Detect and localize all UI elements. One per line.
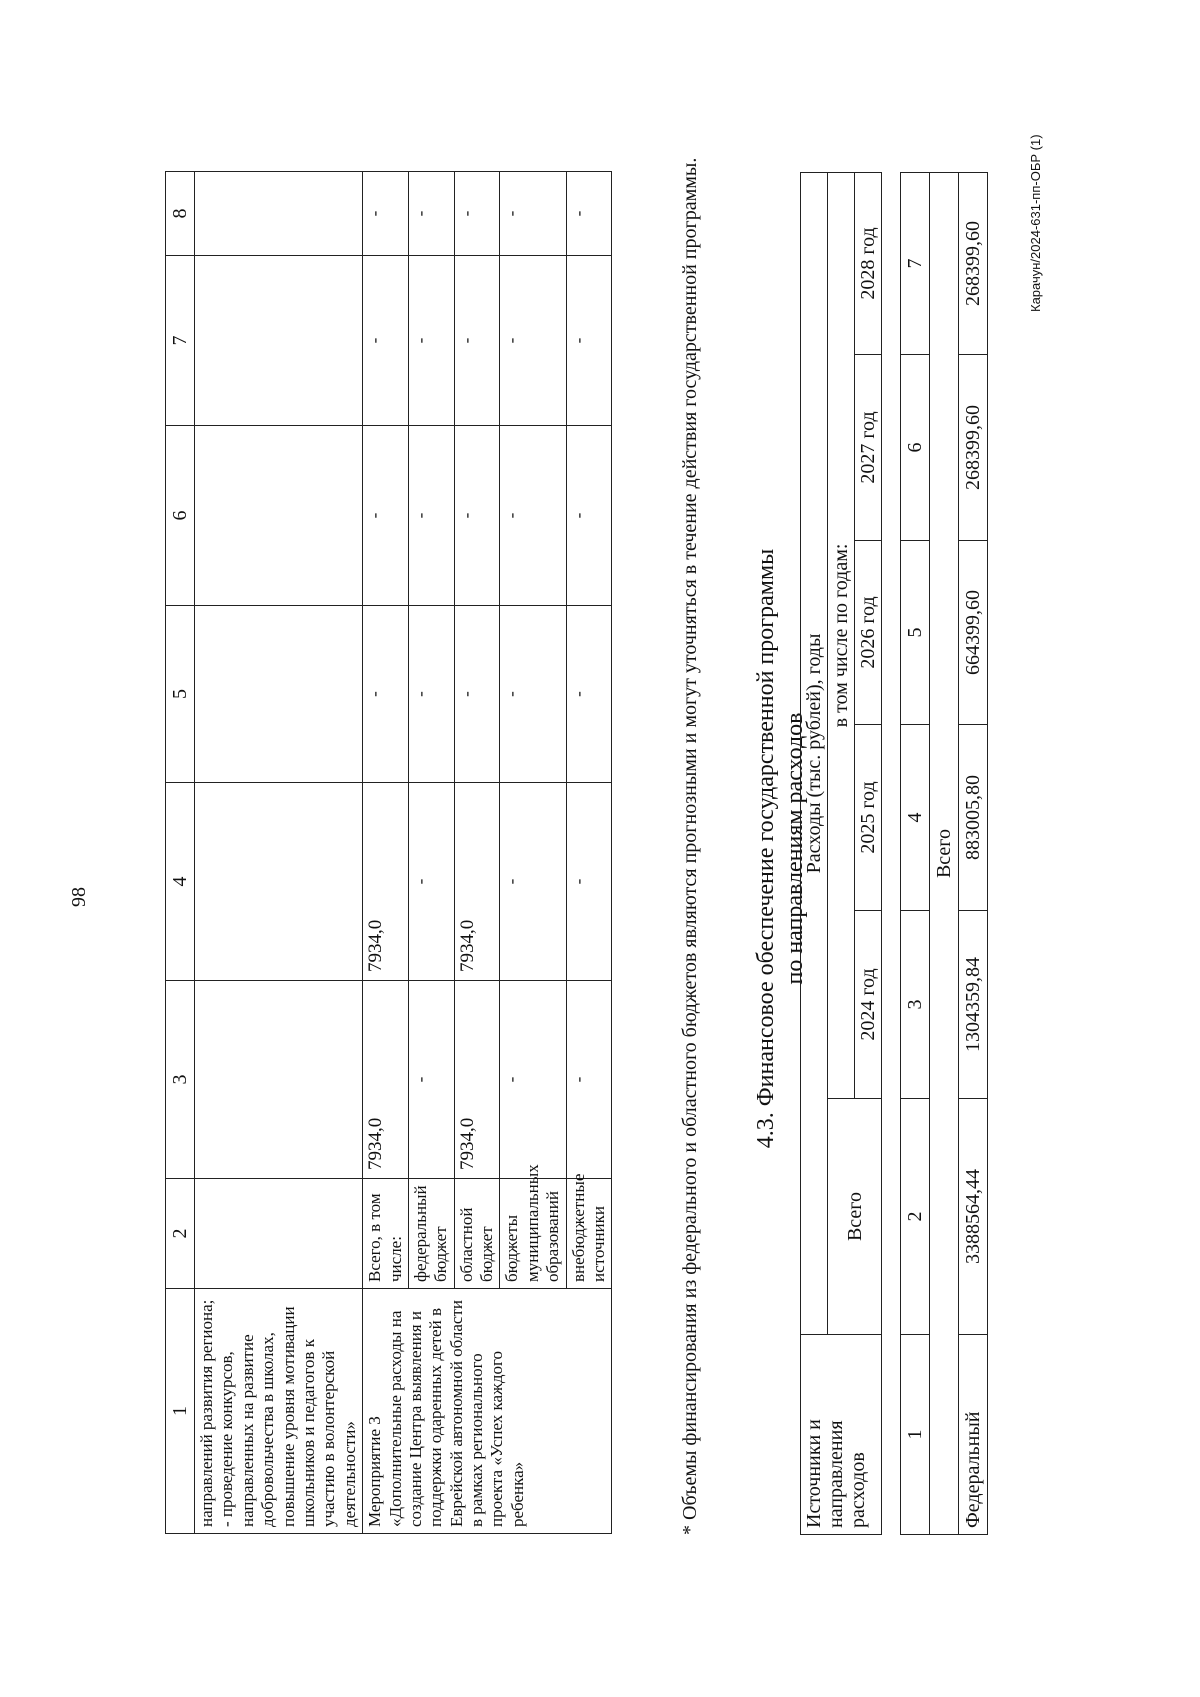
value-cell: - xyxy=(566,981,612,1179)
value-cell: - xyxy=(500,172,566,256)
value-cell: - xyxy=(566,606,612,783)
col-num: 2 xyxy=(901,1099,930,1335)
section-title-line: 4.3. Финансовое обеспечение государственной программы xyxy=(753,548,779,1149)
value-cell: - xyxy=(408,981,454,1179)
header-row xyxy=(828,172,855,1534)
section-title-line: по направлениям расходов xyxy=(782,712,809,985)
year-header: 2027 год xyxy=(855,355,882,541)
value-cell: - xyxy=(454,606,500,783)
document-id: Карачун/2024-631-пп-ОБР (1) xyxy=(1028,134,1043,312)
expenses-header: Расходы (тыс. рублей), годы xyxy=(801,172,828,1334)
value-cell: - xyxy=(363,172,409,256)
year-header: 2028 год xyxy=(855,172,882,354)
value-cell: - xyxy=(454,256,500,426)
event-name: Мероприятие 3 «Дополнительные расходы на создание Центра выявления и поддержки одаренных детей в Еврейской автономной области в рамках регионального проекта «Успех каждого ребенка» xyxy=(363,1289,612,1534)
group-row xyxy=(930,173,959,1535)
continuation-text: направлений развития региона; - проведение конкурсов, направленных на развитие добровольчества в школах, повышение уровня мотивации школьников и педагогов к участию в волонтерской деятельности» xyxy=(195,1289,363,1534)
sources-header: Источники и направления расходов xyxy=(801,1335,882,1535)
value-cell: - xyxy=(408,172,454,256)
col-num: 5 xyxy=(901,541,930,725)
value-cell: - xyxy=(500,981,566,1179)
col-num: 6 xyxy=(901,355,930,541)
col-num: 5 xyxy=(166,606,195,783)
value-cell: - xyxy=(363,426,409,606)
footnote: * Объемы финансирования из федерального и областного бюджетов являются прогнозными и могут уточняться в течение действия государственной программы. xyxy=(679,157,701,1535)
source-cell: внебюджетные источники xyxy=(566,1179,612,1289)
value-cell: 1304359,84 xyxy=(959,911,988,1099)
column-numbers-row xyxy=(901,173,930,1535)
col-num: 7 xyxy=(166,256,195,426)
source-cell: бюджеты муниципальных образований xyxy=(500,1179,566,1289)
event-financing-table xyxy=(165,171,612,1534)
value-cell: 268399,60 xyxy=(959,173,988,355)
value-cell: - xyxy=(566,426,612,606)
col-num: 1 xyxy=(166,1289,195,1534)
value-cell: - xyxy=(408,606,454,783)
expenses-data-table xyxy=(900,172,988,1535)
value-cell: 7934,0 xyxy=(363,783,409,981)
value-cell: - xyxy=(408,783,454,981)
year-header: 2024 год xyxy=(855,911,882,1099)
col-num: 4 xyxy=(166,783,195,981)
col-num: 3 xyxy=(901,911,930,1099)
value-cell: 7934,0 xyxy=(454,981,500,1179)
group-label: Всего xyxy=(930,173,959,1535)
value-cell: 883005,80 xyxy=(959,725,988,911)
col-num: 7 xyxy=(901,173,930,355)
column-numbers-row xyxy=(166,172,195,1534)
value-cell: - xyxy=(408,426,454,606)
expenses-header-table xyxy=(800,172,882,1535)
value-cell: - xyxy=(500,426,566,606)
value-cell: - xyxy=(454,172,500,256)
by-years-header: в том числе по годам: xyxy=(828,172,855,1098)
value-cell: 664399,60 xyxy=(959,541,988,725)
source-cell: федеральный бюджет xyxy=(408,1179,454,1289)
page-number: 98 xyxy=(68,887,90,907)
total-header: Всего xyxy=(828,1099,882,1335)
col-num: 2 xyxy=(166,1179,195,1289)
year-header: 2025 год xyxy=(855,725,882,911)
source-cell: областной бюджет xyxy=(454,1179,500,1289)
value-cell: - xyxy=(408,256,454,426)
year-header: 2026 год xyxy=(855,541,882,725)
col-num: 6 xyxy=(166,426,195,606)
row-label: Федеральный xyxy=(959,1335,988,1535)
continuation-row xyxy=(195,172,363,1534)
value-cell: - xyxy=(566,256,612,426)
value-cell: - xyxy=(566,172,612,256)
col-num: 4 xyxy=(901,725,930,911)
data-row xyxy=(959,173,988,1535)
source-cell: Всего, в том числе: xyxy=(363,1179,409,1289)
col-num: 1 xyxy=(901,1335,930,1535)
value-cell: - xyxy=(363,606,409,783)
value-cell: 3388564,44 xyxy=(959,1099,988,1335)
value-cell: - xyxy=(454,426,500,606)
value-cell: - xyxy=(566,783,612,981)
value-cell: - xyxy=(500,256,566,426)
value-cell: 268399,60 xyxy=(959,355,988,541)
value-cell: 7934,0 xyxy=(363,981,409,1179)
event-row xyxy=(363,172,409,1534)
header-row xyxy=(801,172,828,1534)
value-cell: - xyxy=(500,783,566,981)
col-num: 8 xyxy=(166,172,195,256)
value-cell: - xyxy=(500,606,566,783)
col-num: 3 xyxy=(166,981,195,1179)
value-cell: 7934,0 xyxy=(454,783,500,981)
value-cell: - xyxy=(363,256,409,426)
